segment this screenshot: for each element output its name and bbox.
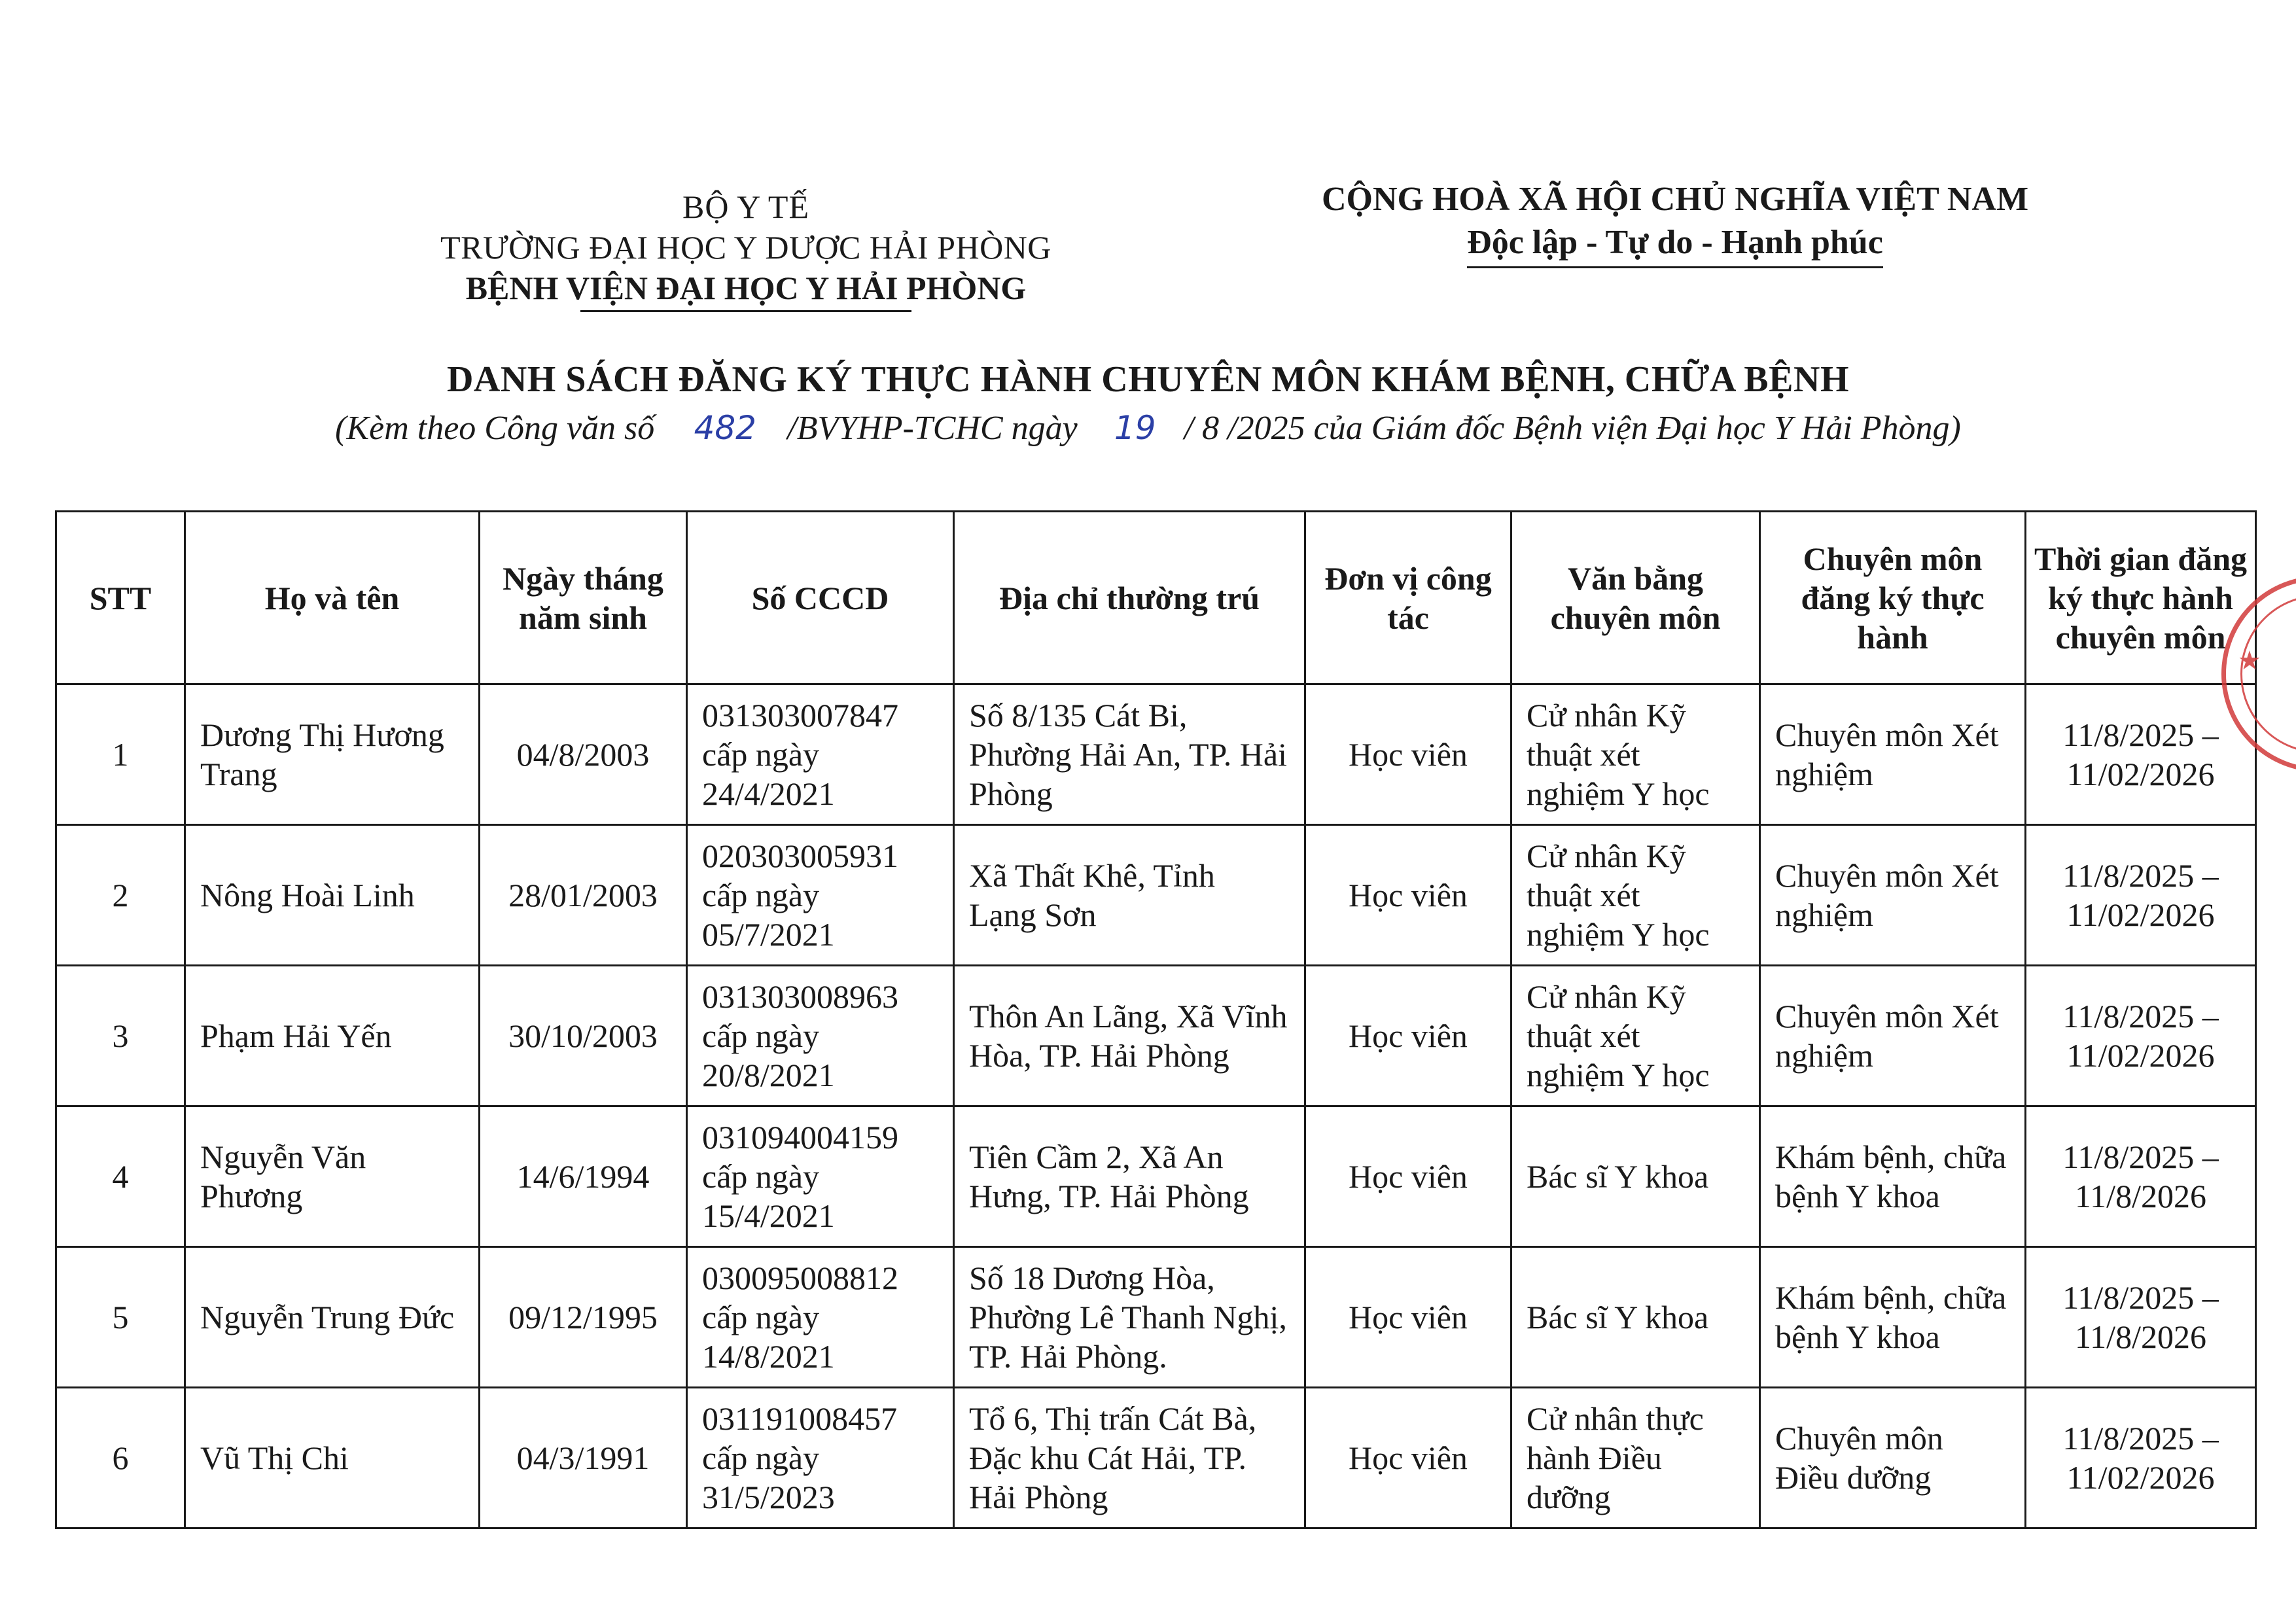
cell-degree: Cử nhân Kỹ thuật xét nghiệm Y học [1511, 825, 1760, 966]
cell-address: Số 18 Dương Hòa, Phường Lê Thanh Nghị, TP. Hải Phòng. [954, 1247, 1305, 1388]
cell-specialty: Khám bệnh, chữa bệnh Y khoa [1760, 1247, 2026, 1388]
header-specialty: Chuyên môn đăng ký thực hành [1760, 512, 2026, 684]
cell-unit: Học viên [1305, 1388, 1511, 1528]
table-row [56, 825, 2256, 966]
cell-dob: 28/01/2003 [480, 825, 687, 966]
cell-name: Nông Hoài Linh [185, 825, 480, 966]
cell-dob: 14/6/1994 [480, 1106, 687, 1247]
cell-dob: 09/12/1995 [480, 1247, 687, 1388]
national-motto: Độc lập - Tự do - Hạnh phúc [1467, 221, 1883, 264]
cell-degree: Bác sĩ Y khoa [1511, 1247, 1760, 1388]
header-degree: Văn bằng chuyên môn [1511, 512, 1760, 684]
table-row [56, 1388, 2256, 1528]
cell-degree: Cử nhân Kỹ thuật xét nghiệm Y học [1511, 966, 1760, 1106]
table-row [56, 1247, 2256, 1388]
country-name: CỘNG HOÀ XÃ HỘI CHỦ NGHĨA VIỆT NAM [1321, 181, 2029, 218]
cell-cccd: 031303008963 cấp ngày 20/8/2021 [687, 966, 954, 1106]
cell-address: Tiên Cầm 2, Xã An Hưng, TP. Hải Phòng [954, 1106, 1305, 1247]
cell-degree: Cử nhân thực hành Điều dưỡng [1511, 1388, 1760, 1528]
table-row [56, 1106, 2256, 1247]
header-cccd: Số CCCD [687, 512, 954, 684]
cell-stt: 2 [56, 825, 185, 966]
cell-degree: Bác sĩ Y khoa [1511, 1106, 1760, 1247]
header-dob: Ngày tháng năm sinh [480, 512, 687, 684]
cell-name: Nguyễn Văn Phương [185, 1106, 480, 1247]
cell-dob: 30/10/2003 [480, 966, 687, 1106]
cell-name: Nguyễn Trung Đức [185, 1247, 480, 1388]
header-period: Thời gian đăng ký thực hành chuyên môn [2026, 512, 2256, 684]
cell-period: 11/8/2025 – 11/02/2026 [2026, 966, 2256, 1106]
ministry-name: BỘ Y TẾ [682, 188, 810, 225]
handwritten-doc-number: 482 [694, 409, 756, 447]
cell-stt: 4 [56, 1106, 185, 1247]
cell-specialty: Chuyên môn Xét nghiệm [1760, 825, 2026, 966]
cell-name: Phạm Hải Yến [185, 966, 480, 1106]
cell-unit: Học viên [1305, 1106, 1511, 1247]
cell-address: Thôn An Lãng, Xã Vĩnh Hòa, TP. Hải Phòng [954, 966, 1305, 1106]
cell-address: Xã Thất Khê, Tỉnh Lạng Sơn [954, 825, 1305, 966]
cell-degree: Cử nhân Kỹ thuật xét nghiệm Y học [1511, 684, 1760, 825]
table-row [56, 966, 2256, 1106]
document-title: DANH SÁCH ĐĂNG KÝ THỰC HÀNH CHUYÊN MÔN KHÁM BỆNH, CHỮA BỆNH [446, 359, 1850, 400]
subtitle-part-2: /BVYHP-TCHC ngày [787, 410, 1078, 447]
cell-period: 11/8/2025 – 11/8/2026 [2026, 1247, 2256, 1388]
cell-specialty: Chuyên môn Điều dưỡng [1760, 1388, 2026, 1528]
cell-address: Tổ 6, Thị trấn Cát Bà, Đặc khu Cát Hải, TP. Hải Phòng [954, 1388, 1305, 1528]
cell-specialty: Khám bệnh, chữa bệnh Y khoa [1760, 1106, 2026, 1247]
cell-cccd: 020303005931 cấp ngày 05/7/2021 [687, 825, 954, 966]
cell-name: Vũ Thị Chi [185, 1388, 480, 1528]
header-stt: STT [56, 512, 185, 684]
cell-period: 11/8/2025 – 11/02/2026 [2026, 1388, 2256, 1528]
cell-period: 11/8/2025 – 11/02/2026 [2026, 825, 2256, 966]
subtitle-part-1: (Kèm theo Công văn số [335, 410, 655, 447]
issuer-header [386, 186, 1106, 308]
document-subtitle [0, 409, 2296, 448]
table-row [56, 684, 2256, 825]
cell-unit: Học viên [1305, 1247, 1511, 1388]
cell-specialty: Chuyên môn Xét nghiệm [1760, 684, 2026, 825]
cell-period: 11/8/2025 – 11/02/2026 [2026, 684, 2256, 825]
header-unit: Đơn vị công tác [1305, 512, 1511, 684]
header-name: Họ và tên [185, 512, 480, 684]
hospital-name: BỆNH VIỆN ĐẠI HỌC Y HẢI PHÒNG [466, 268, 1027, 308]
handwritten-day: 19 [1114, 409, 1156, 447]
cell-dob: 04/8/2003 [480, 684, 687, 825]
cell-stt: 1 [56, 684, 185, 825]
cell-unit: Học viên [1305, 684, 1511, 825]
cell-address: Số 8/135 Cát Bi, Phường Hải An, TP. Hải Phòng [954, 684, 1305, 825]
registration-table [55, 510, 2257, 1529]
cell-cccd: 031303007847 cấp ngày 24/4/2021 [687, 684, 954, 825]
table-header-row [56, 512, 2256, 684]
cell-unit: Học viên [1305, 825, 1511, 966]
cell-unit: Học viên [1305, 966, 1511, 1106]
cell-stt: 3 [56, 966, 185, 1106]
cell-cccd: 031094004159 cấp ngày 15/4/2021 [687, 1106, 954, 1247]
national-header [1282, 178, 2068, 264]
header-address: Địa chỉ thường trú [954, 512, 1305, 684]
cell-dob: 04/3/1991 [480, 1388, 687, 1528]
cell-name: Dương Thị Hương Trang [185, 684, 480, 825]
university-name: TRƯỜNG ĐẠI HỌC Y DƯỢC HẢI PHÒNG [440, 229, 1051, 266]
cell-cccd: 030095008812 cấp ngày 14/8/2021 [687, 1247, 954, 1388]
cell-stt: 6 [56, 1388, 185, 1528]
stamp-star-icon: ★ [2238, 646, 2261, 676]
cell-specialty: Chuyên môn Xét nghiệm [1760, 966, 2026, 1106]
cell-period: 11/8/2025 – 11/8/2026 [2026, 1106, 2256, 1247]
cell-stt: 5 [56, 1247, 185, 1388]
cell-cccd: 031191008457 cấp ngày 31/5/2023 [687, 1388, 954, 1528]
subtitle-part-3: / 8 /2025 của Giám đốc Bệnh viện Đại học Y Hải Phòng) [1184, 410, 1961, 447]
